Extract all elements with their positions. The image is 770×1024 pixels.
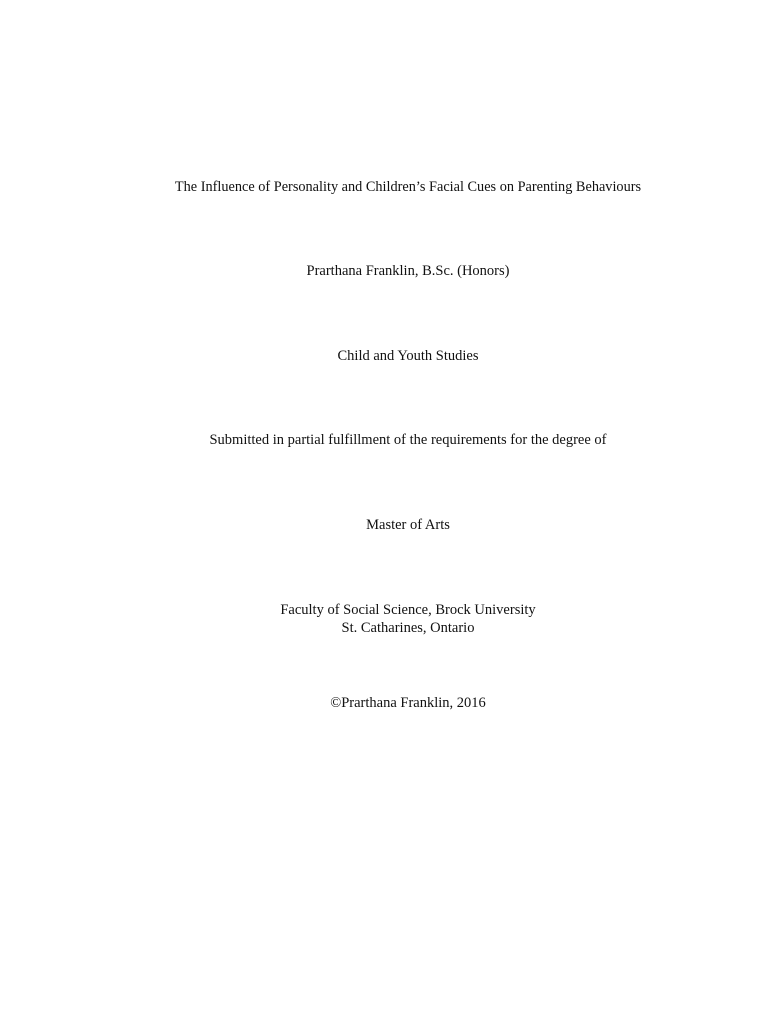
degree-name: Master of Arts bbox=[366, 517, 450, 533]
submission-statement: Submitted in partial fulfillment of the requirements for the degree of bbox=[209, 432, 607, 448]
copyright-notice: ©Prarthana Franklin, 2016 bbox=[330, 695, 486, 711]
department-name: Child and Youth Studies bbox=[337, 348, 479, 364]
university-location: St. Catharines, Ontario bbox=[341, 620, 475, 636]
thesis-title: The Influence of Personality and Children’s Facial Cues on Parenting Behaviours bbox=[174, 179, 642, 195]
author-name: Prarthana Franklin, B.Sc. (Honors) bbox=[306, 263, 510, 279]
faculty-name: Faculty of Social Science, Brock University bbox=[280, 602, 536, 618]
